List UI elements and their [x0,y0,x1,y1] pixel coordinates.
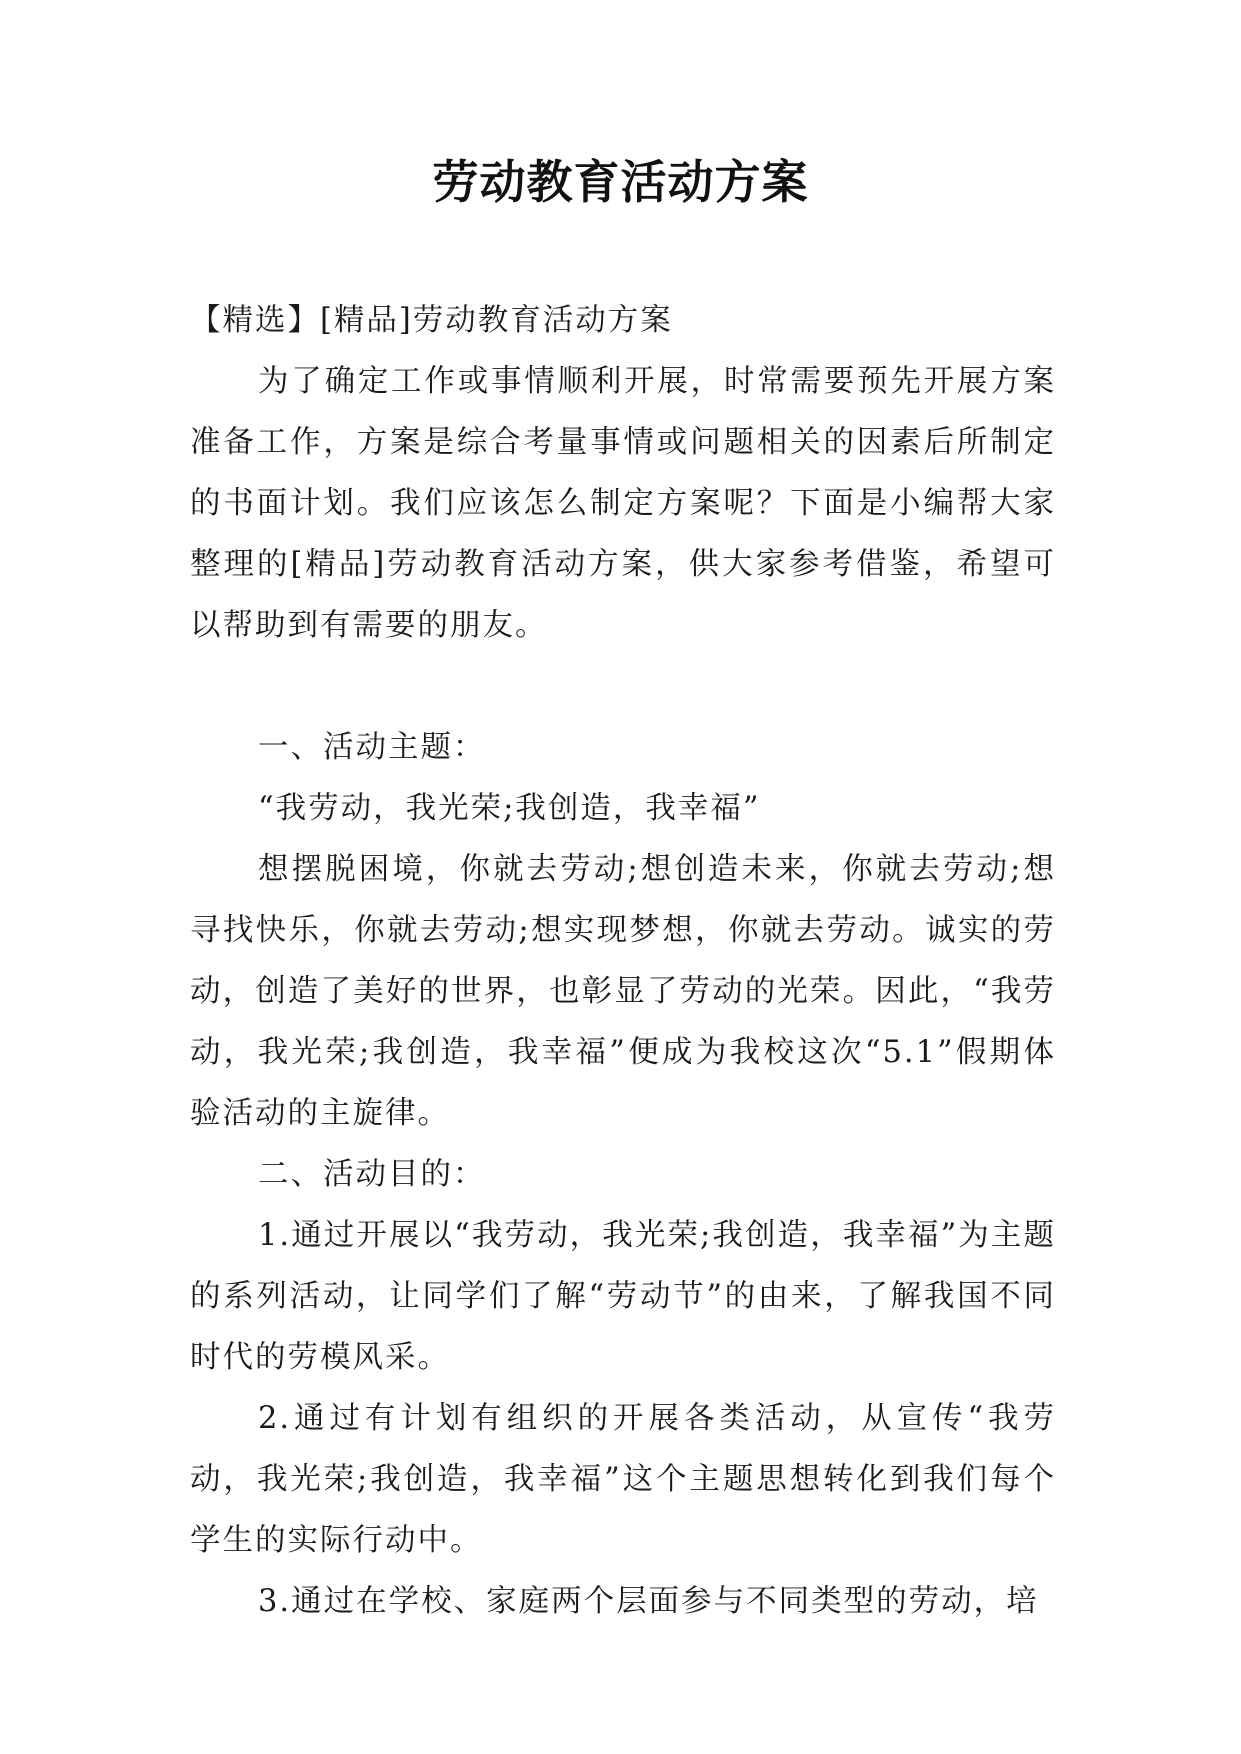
document-body [190,290,1056,1632]
purpose-item-2: 2.通过有计划有组织的开展各类活动，从宣传“我劳动，我光荣;我创造，我幸福”这个主题思想转化到我们每个学生的实际行动中。 [190,1401,1056,1558]
section-heading-purpose: 二、活动目的： [258,1157,486,1192]
paragraph-gap [190,656,1056,717]
purpose-item-3: 3.通过在学校、家庭两个层面参与不同类型的劳动，培 [258,1584,1039,1619]
purpose-item-1: 1.通过开展以“我劳动，我光荣;我创造，我幸福”为主题的系列活动，让同学们了解“劳动节”的由来，了解我国不同时代的劳模风采。 [190,1218,1056,1375]
theme-slogan: “我劳动，我光荣;我创造，我幸福” [258,791,761,826]
theme-paragraph: 想摆脱困境，你就去劳动;想创造未来，你就去劳动;想寻找快乐，你就去劳动;想实现梦想，你就去劳动。诚实的劳动，创造了美好的世界，也彰显了劳动的光荣。因此，“我劳动，我光荣;我创造，我幸福”便成为我校这次“5.1”假期体验活动的主旋律。 [190,852,1056,1131]
doc-subtitle: 【精选】[精品]劳动教育活动方案 [190,303,673,338]
document-title: 劳动教育活动方案 [432,155,809,209]
intro-paragraph: 为了确定工作或事情顺利开展，时常需要预先开展方案准备工作，方案是综合考量事情或问题相关的因素后所制定的书面计划。我们应该怎么制定方案呢？下面是小编帮大家整理的[精品]劳动教育活动方案，供大家参考借鉴，希望可以帮助到有需要的朋友。 [190,364,1056,643]
section-heading-theme: 一、活动主题： [258,730,486,765]
